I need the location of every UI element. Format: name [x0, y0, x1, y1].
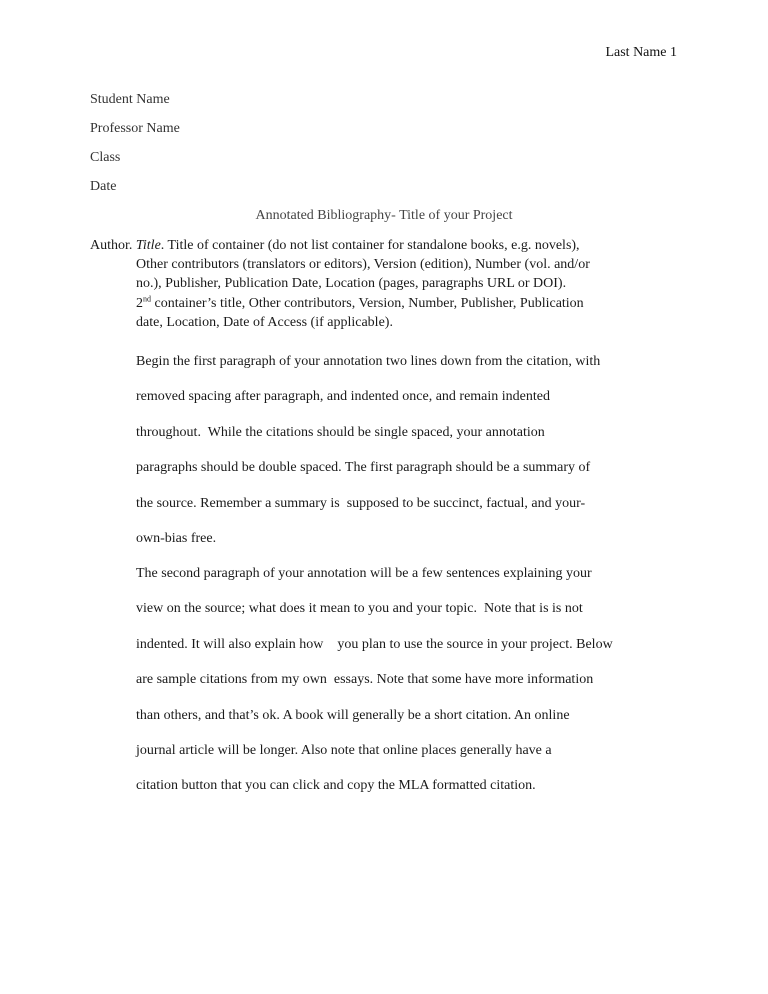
annotation-line: The second paragraph of your annotation will be a few sentences explaining your	[136, 566, 592, 581]
citation-title: Title	[135, 238, 161, 253]
date: Date	[90, 179, 117, 194]
citation-ordinal: 2	[136, 295, 143, 311]
citation-line: no.), Publisher, Publication Date, Location (pages, paragraphs URL or DOI).	[136, 276, 567, 292]
professor-name: Professor Name	[90, 121, 180, 136]
annotation-line: citation button that you can click and copy the MLA formatted citation.	[136, 778, 536, 794]
citation-line4-rest: container’s title, Other contributors, Version, Number, Publisher, Publication	[151, 295, 584, 311]
annotation-line: indented. It will also explain how you plan to use the source in your project. Below	[136, 636, 613, 652]
annotation-line: the source. Remember a summary is supposed to be succinct, factual, and your-	[136, 495, 586, 511]
annotation-line: removed spacing after paragraph, and indented once, and remain indented	[136, 389, 550, 405]
document-title: Annotated Bibliography- Title of your Project	[255, 208, 513, 223]
citation-ordinal-suffix: nd	[143, 293, 151, 303]
annotation-line: view on the source; what does it mean to you and your topic. Note that is is not	[136, 601, 583, 617]
annotation-line: journal article will be longer. Also note that online places generally have a	[136, 742, 552, 758]
citation-template	[90, 236, 680, 332]
annotation-line: paragraphs should be double spaced. The first paragraph should be a summary of	[136, 460, 591, 476]
annotation-line: Begin the first paragraph of your annotation two lines down from the citation, with	[136, 354, 601, 369]
citation-line	[90, 236, 680, 255]
class-name: Class	[90, 150, 121, 165]
citation-author: Author.	[90, 238, 136, 253]
citation-line	[90, 294, 680, 313]
annotation-line: throughout. While the citations should be single spaced, your annotation	[136, 424, 545, 440]
annotation-line: are sample citations from my own essays. Note that some have more information	[136, 672, 594, 688]
citation-line: date, Location, Date of Access (if applicable).	[136, 314, 393, 330]
annotation-paragraph-1	[136, 352, 696, 564]
citation-line1-rest: . Title of container (do not list container for standalone books, e.g. novels),	[160, 238, 580, 253]
running-head: Last Name 1	[605, 45, 677, 60]
annotation-line: than others, and that’s ok. A book will generally be a short citation. An online	[136, 707, 570, 723]
citation-line: Other contributors (translators or editors), Version (edition), Number (vol. and/or	[136, 257, 590, 273]
annotation-line: own-bias free.	[136, 530, 217, 546]
annotation-paragraph-2	[136, 564, 696, 812]
student-name: Student Name	[90, 92, 170, 107]
